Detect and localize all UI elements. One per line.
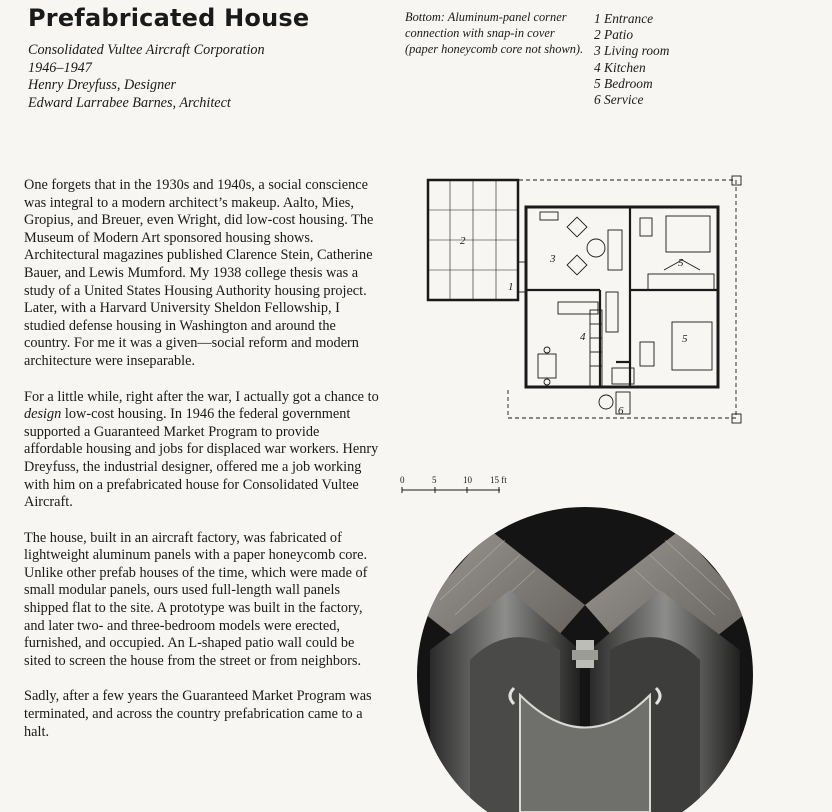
legend-item-bedroom: 5 Bedroom bbox=[594, 75, 653, 91]
page-title: Prefabricated House bbox=[28, 4, 310, 32]
scale-tick-10: 10 bbox=[463, 475, 472, 485]
paragraph-2-part-b: low-cost housing. In 1946 the federal government supported a Guaranteed Market Program to provide affordable housing and jobs for displaced war workers. Henry Dreyfuss, the industrial designer, offered me a job working with him on a prefabricated house for Consolidated Vultee Aircraft. bbox=[24, 406, 379, 511]
living-furniture bbox=[540, 212, 622, 275]
aluminum-corner-photo bbox=[410, 500, 760, 812]
legend-item-patio: 2 Patio bbox=[594, 27, 634, 43]
plan-label-patio: 2 bbox=[460, 235, 466, 247]
architect-line: Edward Larrabee Barnes, Architect bbox=[28, 94, 231, 111]
credits-block bbox=[28, 42, 265, 112]
plan-label-service: 6 bbox=[618, 405, 624, 417]
scale-bar bbox=[398, 474, 518, 496]
kitchen-fixtures bbox=[538, 292, 618, 388]
bedroom-furniture bbox=[640, 216, 714, 370]
plan-label-kitchen: 4 bbox=[580, 331, 586, 343]
scale-tick-0: 0 bbox=[400, 475, 405, 485]
paragraph-1: One forgets that in the 1930s and 1940s, a social conscience was integral to a modern architect’s makeup. Aalto, Mies, Gropius, and Breuer, even Wright, did low-cost housing. The Museum of Modern Art sponsored housing shows. Architectural magazines published Clarence Stein, Catherine Bauer, and Lewis Mumford. My 1938 college thesis was a study of a United States Housing Authority housing project. Later, with a Harvard University Sheldon Fellowship, I studied defense housing in Washington and around the country. For me it was a given—social reform and modern architecture were inseparable. bbox=[24, 177, 374, 369]
plan-label-bedroom-b: 5 bbox=[682, 333, 688, 345]
paragraph-2-emphasis: design bbox=[24, 406, 62, 423]
legend-item-service: 6 Service bbox=[594, 92, 644, 108]
patio-grid bbox=[428, 180, 518, 300]
plan-label-entrance: 1 bbox=[508, 281, 514, 293]
plan-label-bedroom-a: 5 bbox=[678, 257, 684, 269]
legend-item-living-room: 3 Living room bbox=[594, 43, 670, 59]
scale-tick-15: 15 ft bbox=[490, 475, 507, 485]
designer-line: Henry Dreyfuss, Designer bbox=[28, 77, 177, 94]
paragraph-4: Sadly, after a few years the Guaranteed Market Program was terminated, and across the country prefabrication came to a halt. bbox=[24, 688, 372, 740]
body-text bbox=[24, 177, 380, 759]
plan-label-living: 3 bbox=[550, 253, 556, 265]
photo-caption: Bottom: Aluminum-panel corner connection with snap-in cover (paper honeycomb core not shown). bbox=[405, 10, 584, 56]
legend-item-kitchen: 4 Kitchen bbox=[594, 59, 646, 75]
years-line: 1946–1947 bbox=[28, 59, 92, 76]
floor-plan bbox=[420, 172, 750, 434]
plan-legend bbox=[594, 11, 669, 108]
scale-tick-5: 5 bbox=[432, 475, 437, 485]
paragraph-2-part-a: For a little while, right after the war, I actually got a chance to bbox=[24, 388, 379, 405]
company-line: Consolidated Vultee Aircraft Corporation bbox=[28, 42, 265, 58]
paragraph-2 bbox=[24, 389, 380, 512]
paragraph-3: The house, built in an aircraft factory, was fabricated of lightweight aluminum panels with a paper honeycomb core. Unlike other prefab houses of the time, which were made of small modular panels, ours used full-length wall panels shipped flat to the site. A prototype was built in the factory, and later two- and three-bedroom models were erected, furnished, and occupied. An L-shaped patio wall could be sited to screen the house from the street or from neighbors. bbox=[24, 529, 368, 669]
service-fixtures bbox=[599, 368, 634, 414]
legend-item-entrance: 1 Entrance bbox=[594, 11, 654, 26]
